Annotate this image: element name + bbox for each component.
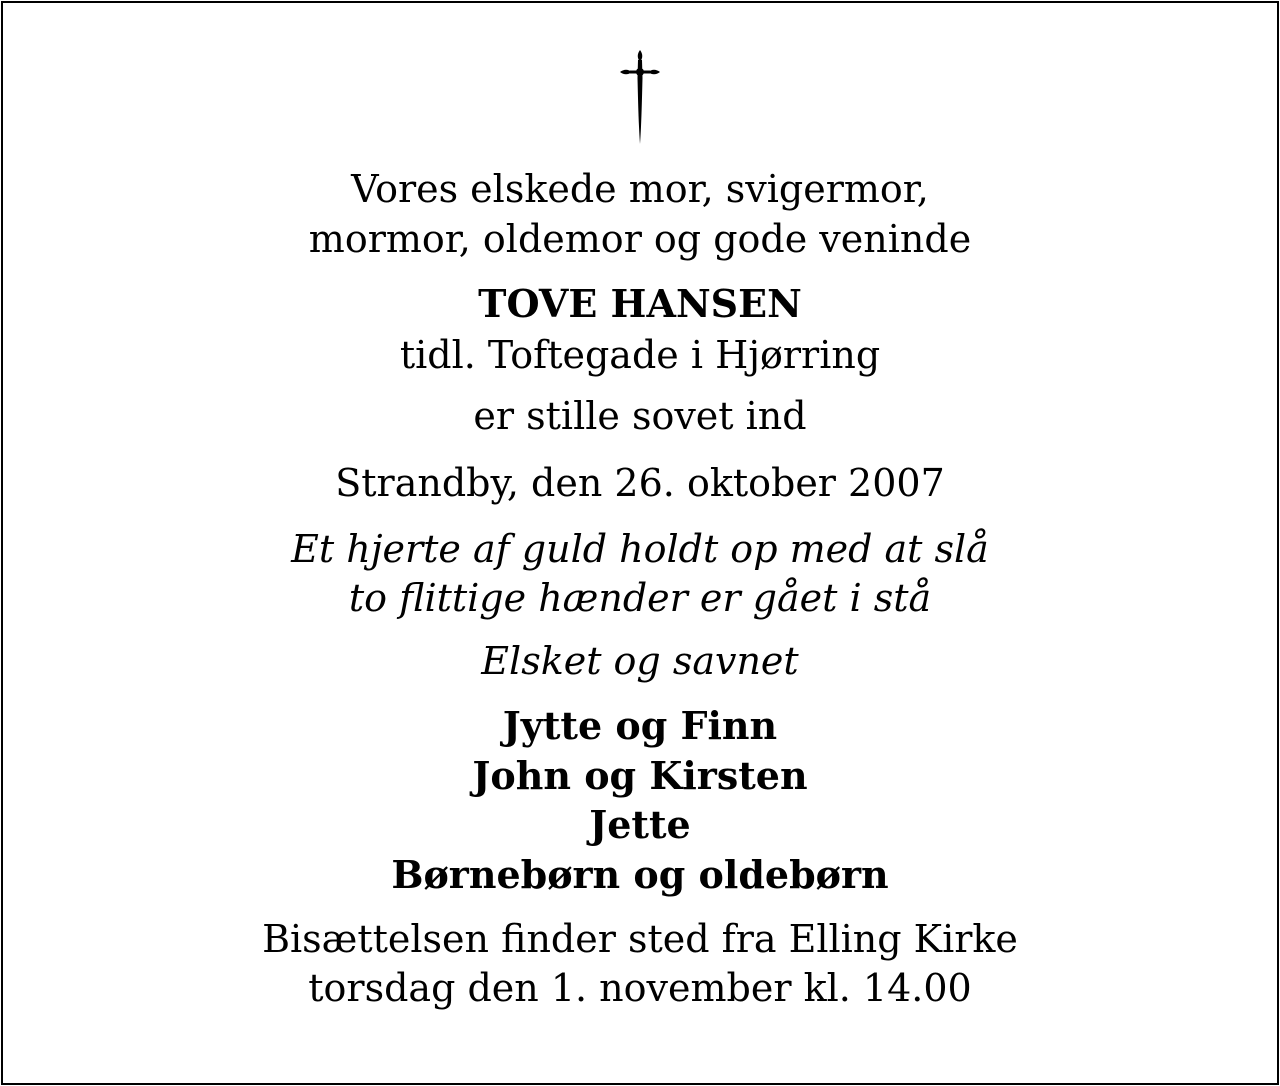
announcement: er stille sovet ind: [473, 394, 807, 438]
funeral-line-2: torsdag den 1. november kl. 14.00: [308, 966, 972, 1010]
former-address: tidl. Toftegade i Hjørring: [399, 333, 881, 377]
mourner-2: John og Kirsten: [472, 753, 808, 798]
verse-line-1: Et hjerte af guld holdt op med at slå: [291, 527, 989, 571]
latin-cross-icon: [612, 48, 668, 148]
mourner-3: Jette: [589, 802, 691, 847]
farewell: Elsket og savnet: [481, 639, 799, 683]
deceased-name: TOVE HANSEN: [478, 281, 802, 326]
verse-line-2: to flittige hænder er gået i stå: [348, 576, 932, 620]
mourner-1: Jytte og Finn: [502, 703, 778, 748]
intro-line-2: mormor, oldemor og gode veninde: [308, 217, 972, 261]
place-and-date: Strandby, den 26. oktober 2007: [335, 461, 945, 505]
intro-line-1: Vores elskede mor, svigermor,: [351, 167, 929, 211]
funeral-line-1: Bisættelsen finder sted fra Elling Kirke: [262, 917, 1018, 961]
mourner-4: Børnebørn og oldebørn: [391, 852, 889, 897]
